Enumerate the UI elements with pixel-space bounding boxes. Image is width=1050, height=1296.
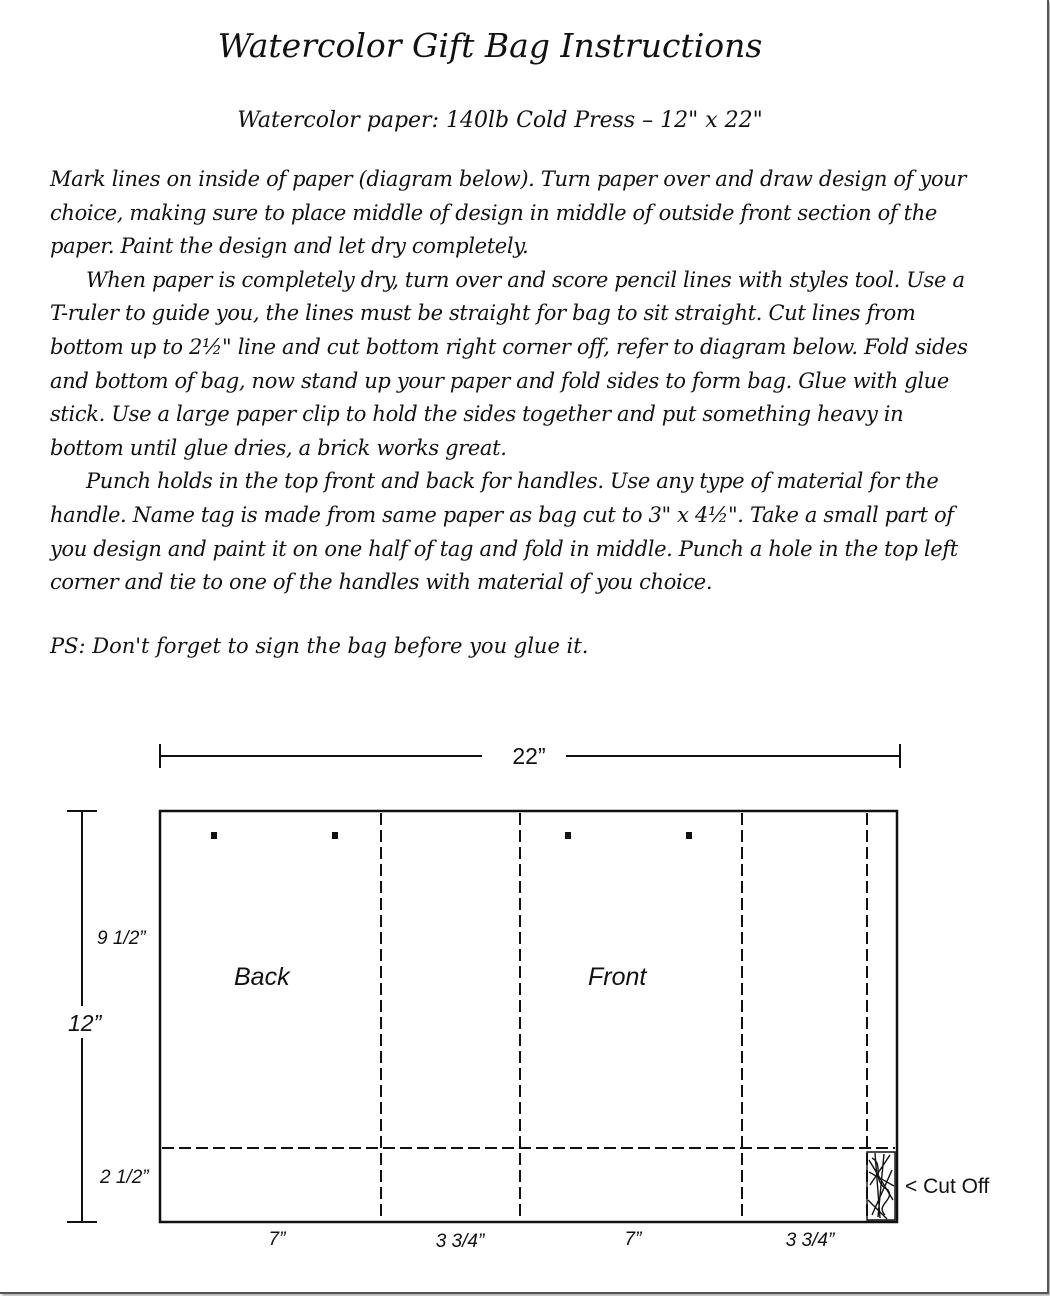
postscript: PS: Don't forget to sign the bag before you glue it. [50, 634, 589, 658]
cut-off-scribble [867, 1152, 895, 1220]
width-dimension [160, 743, 900, 769]
height-dimension [64, 811, 150, 1222]
punch-hole [332, 832, 338, 839]
width-segment-label: 3 3/4” [435, 1231, 485, 1252]
front-panel-label: Front [588, 963, 647, 991]
page-title: Watercolor Gift Bag Instructions [217, 26, 763, 65]
width-label: 22” [512, 743, 546, 769]
back-panel-label: Back [234, 963, 290, 991]
paragraph-1: Mark lines on inside of paper (diagram below). Turn paper over and draw design of your choice, making sure to place middle of design in middle of outside front section of the paper. Paint the design and let dry completely. [50, 167, 967, 259]
paragraph-2: When paper is completely dry, turn over and score pencil lines with styles tool. Use a T-ruler to guide you, the lines must be straight for bag to sit straight. Cut lines from bottom up to 2½" line and cut bottom right corner off, refer to diagram below. Fold sides and bottom of bag, now stand up your paper and fold sides to form bag. Glue with glue stick. Use a large paper clip to hold the sides together and put something heavy in bottom until glue dries, a brick works great. [50, 267, 968, 460]
punch-hole [211, 832, 217, 839]
upper-height-label: 9 1/2” [97, 928, 146, 949]
punch-hole [686, 832, 692, 839]
paragraph-3: Punch holds in the top front and back for handles. Use any type of material for the handle. Name tag is made from same paper as bag cut to 3" x 4½". Take a small part of you design and paint it on one half of tag and fold in middle. Punch a hole in the top left corner and tie to one of the handles with material of you choice. [50, 469, 958, 595]
width-segment-label: 7” [268, 1229, 286, 1250]
punch-holes [211, 832, 692, 839]
lower-height-label: 2 1/2” [100, 1167, 149, 1188]
paper-spec: Watercolor paper: 140lb Cold Press – 12" x 22" [237, 108, 763, 133]
paper-outline [160, 811, 897, 1222]
cut-off-label: < Cut Off [905, 1175, 990, 1198]
width-segment-label: 3 3/4” [785, 1230, 835, 1251]
width-segment-label: 7” [624, 1229, 642, 1250]
fold-lines [162, 813, 895, 1220]
punch-hole [565, 832, 571, 839]
height-label: 12” [68, 1010, 102, 1036]
